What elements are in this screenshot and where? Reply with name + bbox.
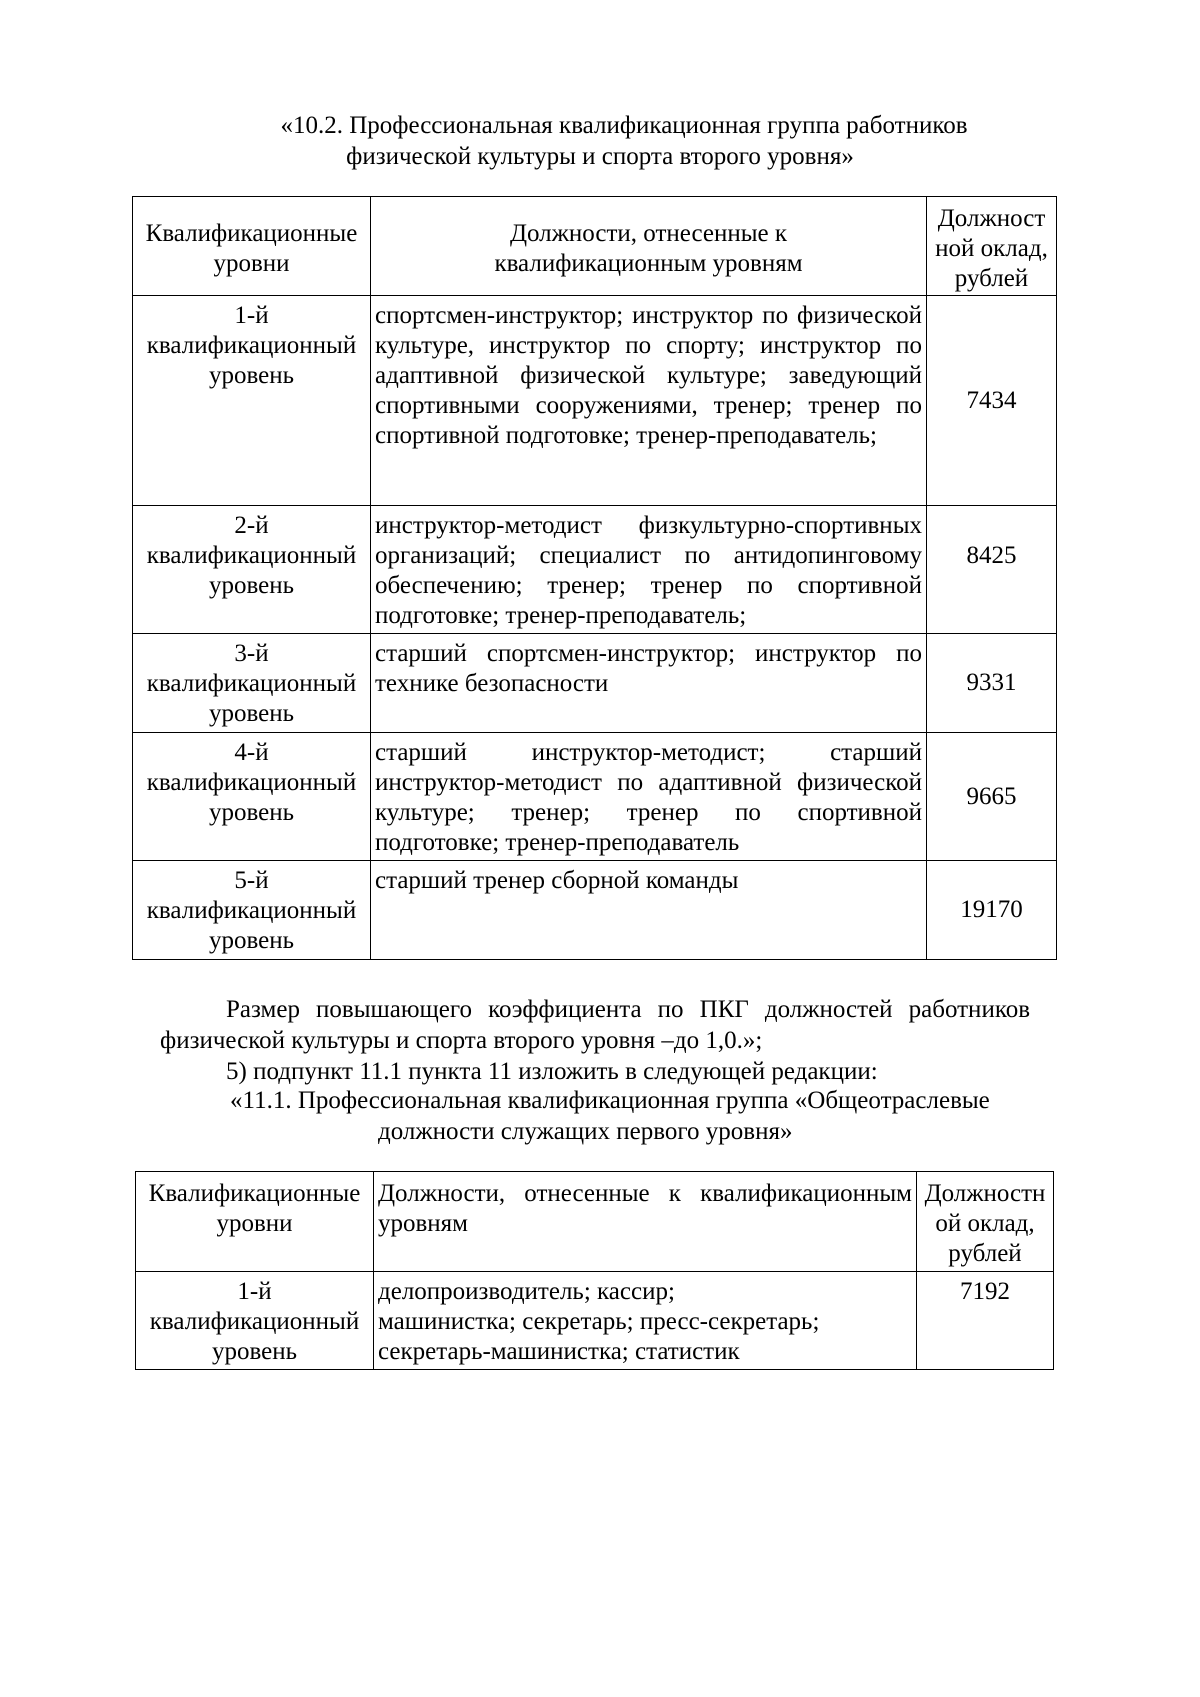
positions-cell: старший тренер сборной команды xyxy=(371,861,927,960)
header-positions: Должности, отнесенные к квалификационным уровням xyxy=(371,197,927,296)
table-row xyxy=(133,634,1057,733)
coefficient-paragraph xyxy=(160,994,1030,1056)
coefficient-line1: Размер повышающего коэффициента по ПКГ должностей работников xyxy=(226,996,1030,1023)
level-line: квалификационный xyxy=(146,542,357,569)
header-levels: Квалификационные уровни xyxy=(136,1172,374,1272)
salary-cell: 7434 xyxy=(927,296,1057,506)
positions-cell xyxy=(374,1272,917,1370)
header-salary-line: рублей xyxy=(948,1240,1022,1267)
level-cell xyxy=(133,733,371,861)
table-row xyxy=(136,1272,1054,1370)
level-line: 3-й xyxy=(234,640,269,667)
level-line: 2-й xyxy=(234,512,269,539)
coefficient-line2: физической культуры и спорта второго уровня –до 1,0.»; xyxy=(160,1027,763,1054)
header-salary-line: Должностн xyxy=(924,1180,1046,1207)
section1-heading-line1: «10.2. Профессиональная квалификационная группа работников xyxy=(280,112,968,139)
table-row xyxy=(133,296,1057,506)
positions-cell: инструктор-методист физкультурно-спортивных организаций; специалист по антидопинговому обеспечению; тренер; тренер по спортивной подготовке; тренер-преподаватель; xyxy=(371,506,927,634)
section2-heading xyxy=(150,1085,1110,1147)
table-header-row xyxy=(136,1172,1054,1272)
header-salary-line: Должност xyxy=(937,205,1046,232)
positions-cell: спортсмен-инструктор; инструктор по физической культуре, инструктор по спорту; инструктор по адаптивной физической культуре; заведующий спортивными сооружениями, тренер; тренер по спортивной подготовке; тренер-преподаватель; xyxy=(371,296,927,506)
level-cell xyxy=(136,1272,374,1370)
section2-heading-line1: «11.1. Профессиональная квалификационная группа «Общеотраслевые xyxy=(230,1087,990,1114)
level-cell xyxy=(133,296,371,506)
level-line: 1-й xyxy=(237,1278,272,1305)
section1-table xyxy=(132,196,1057,960)
table-row xyxy=(133,506,1057,634)
header-salary xyxy=(927,197,1057,296)
level-line: квалификационный xyxy=(149,1308,360,1335)
salary-cell: 8425 xyxy=(927,506,1057,634)
level-line: квалификационный xyxy=(146,769,357,796)
level-line: уровень xyxy=(211,1338,298,1365)
table-header-row xyxy=(133,197,1057,296)
level-line: уровень xyxy=(208,927,295,954)
level-line: 5-й xyxy=(234,867,269,894)
header-positions: Должности, отнесенные к квалификационным уровням xyxy=(374,1172,917,1272)
level-line: квалификационный xyxy=(146,670,357,697)
subclause-paragraph: 5) подпункт 11.1 пункта 11 изложить в следующей редакции: xyxy=(226,1058,878,1085)
level-cell xyxy=(133,634,371,733)
section2-table xyxy=(135,1171,1054,1370)
salary-cell: 7192 xyxy=(917,1272,1054,1370)
header-levels: Квалификационные уровни xyxy=(133,197,371,296)
section1-heading xyxy=(150,110,1050,172)
level-line: уровень xyxy=(208,572,295,599)
positions-line: секретарь-машинистка; статистик xyxy=(378,1338,740,1365)
positions-line: делопроизводитель; кассир; xyxy=(378,1278,675,1305)
salary-cell: 19170 xyxy=(927,861,1057,960)
level-line: уровень xyxy=(208,362,295,389)
section1-heading-line2: физической культуры и спорта второго уровня» xyxy=(346,143,854,170)
level-line: уровень xyxy=(208,700,295,727)
level-line: уровень xyxy=(208,799,295,826)
level-line: 4-й xyxy=(234,739,269,766)
salary-cell: 9331 xyxy=(927,634,1057,733)
level-cell xyxy=(133,861,371,960)
section2-heading-line2: должности служащих первого уровня» xyxy=(378,1118,793,1145)
positions-line: машинистка; секретарь; пресс-секретарь; xyxy=(378,1308,820,1335)
level-line: 1-й xyxy=(234,302,269,329)
header-salary-line: рублей xyxy=(954,265,1029,292)
positions-cell: старший спортсмен-инструктор; инструктор по технике безопасности xyxy=(371,634,927,733)
salary-cell: 9665 xyxy=(927,733,1057,861)
table-row xyxy=(133,733,1057,861)
header-salary-line: ой оклад, xyxy=(935,1210,1035,1237)
level-cell xyxy=(133,506,371,634)
table-row xyxy=(133,861,1057,960)
header-salary-line: ной оклад, xyxy=(935,235,1048,262)
level-line: квалификационный xyxy=(146,332,357,359)
header-salary xyxy=(917,1172,1054,1272)
level-line: квалификационный xyxy=(146,897,357,924)
positions-cell: старший инструктор-методист; старший инструктор-методист по адаптивной физической культуре; тренер; тренер по спортивной подготовке; тренер-преподаватель xyxy=(371,733,927,861)
